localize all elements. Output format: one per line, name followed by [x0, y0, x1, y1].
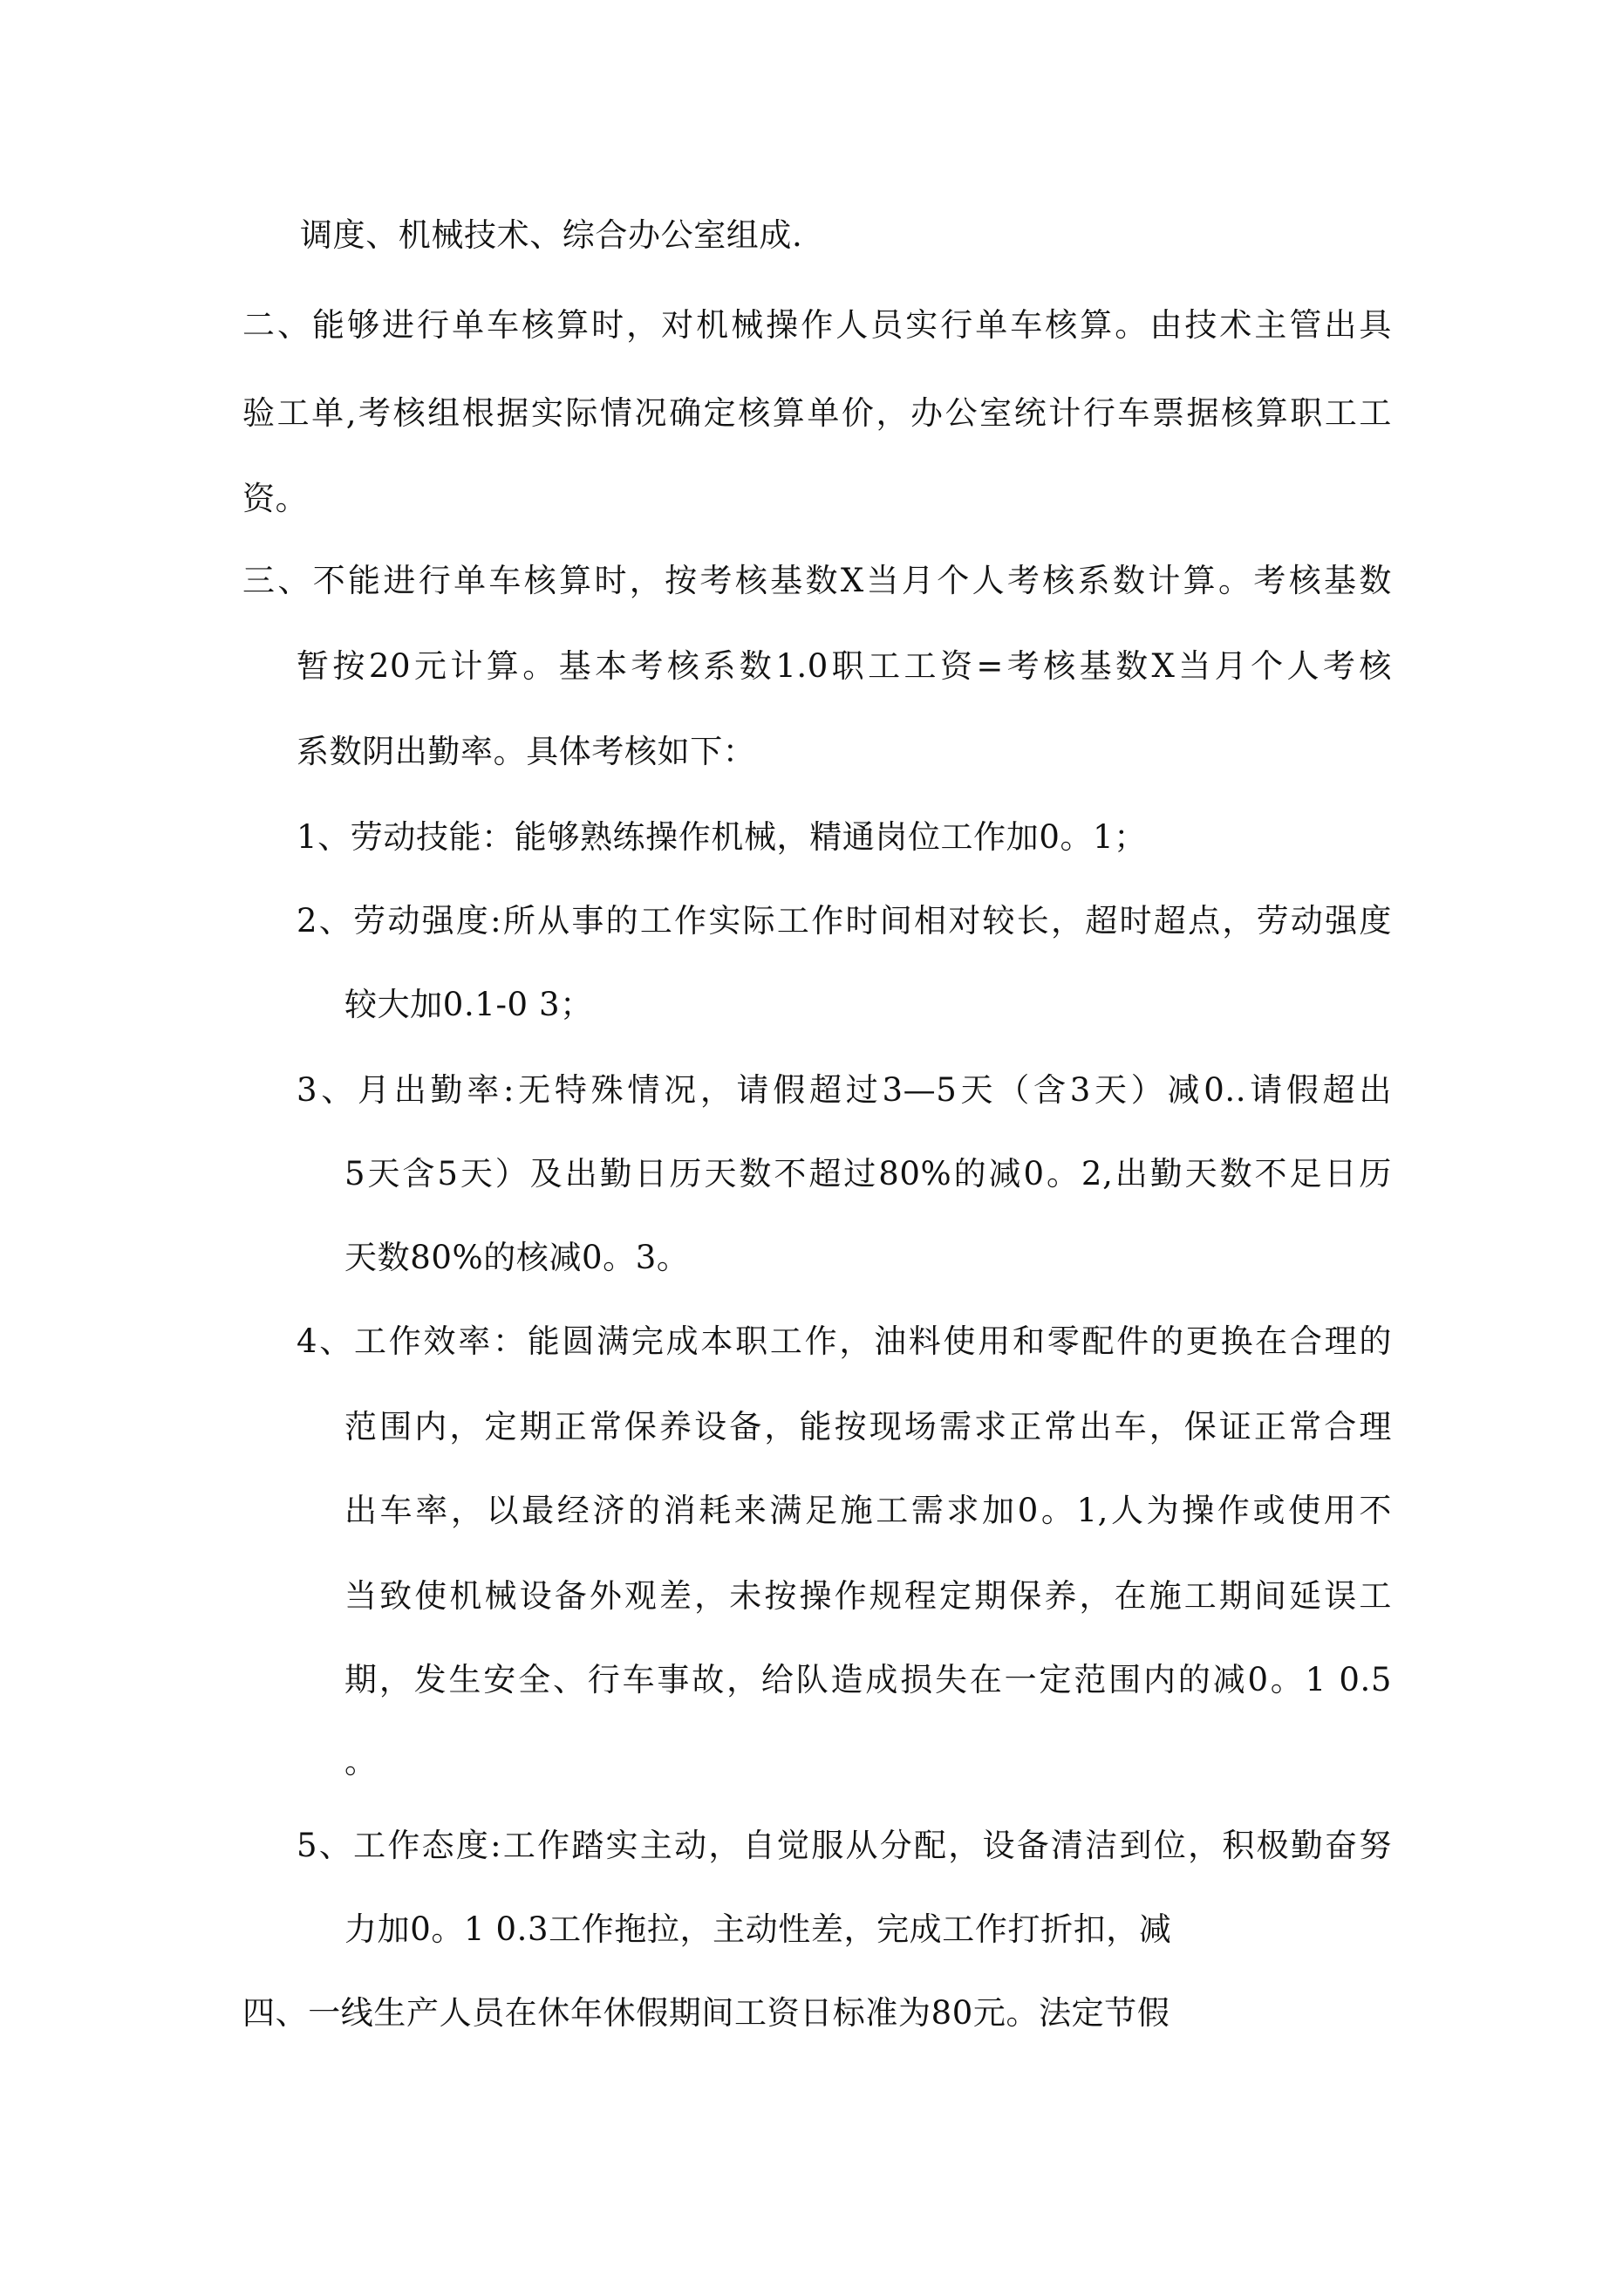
text-line-1: 调度、机械技术、综合办公室组成. — [300, 216, 803, 254]
text-line-5: 三、不能进行单车核算时，按考核基数X当月个人考核系数计算。考核基数 — [242, 562, 1392, 599]
text-line-14: 4、工作效率：能圆满完成本职工作，油料使用和零配件的更换在合理的 — [297, 1322, 1392, 1360]
text-line-9: 2、劳动强度:所从事的工作实际工作时间相对较长，超时超点，劳动强度 — [297, 902, 1392, 940]
text-line-22: 四、一线生产人员在休年休假期间工资日标准为80元。法定节假 — [242, 1994, 1170, 2032]
text-line-4: 资。 — [242, 480, 309, 517]
text-line-2: 二、能够进行单车核算时，对机械操作人员实行单车核算。由技术主管出具 — [242, 306, 1392, 344]
text-line-16: 出车率，以最经济的消耗来满足施工需求加0。1,人为操作或使用不 — [344, 1492, 1392, 1529]
text-line-15: 范围内，定期正常保养设备，能按现场需求正常出车，保证正常合理 — [344, 1408, 1392, 1445]
text-line-7: 系数阴出勤率。具体考核如下： — [297, 733, 756, 770]
text-line-17: 当致使机械设备外观差，未按操作规程定期保养，在施工期间延误工 — [344, 1577, 1392, 1615]
text-line-19: 。 — [344, 1743, 378, 1780]
text-line-18: 期，发生安全、行车事故，给队造成损失在一定范围内的减0。1 0.5 — [344, 1661, 1392, 1698]
text-line-21: 力加0。1 0.3工作拖拉，主动性差，完成工作打折扣，减 — [344, 1910, 1172, 1948]
text-line-10: 较大加0.1-0 3； — [344, 986, 593, 1023]
text-line-13: 天数80%的核减0。3。 — [344, 1239, 690, 1276]
text-line-3: 验工单,考核组根据实际情况确定核算单价，办公室统计行车票据核算职工工 — [242, 394, 1392, 432]
text-line-12: 5天含5天）及出勤日历天数不超过80%的减0。2,出勤天数不足日历 — [344, 1155, 1392, 1192]
text-line-11: 3、月出勤率:无特殊情况，请假超过3—5天（含3天）减0..请假超出 — [297, 1071, 1392, 1109]
text-line-6: 暂按20元计算。基本考核系数1.0职工工资=考核基数X当月个人考核 — [297, 647, 1392, 685]
text-line-20: 5、工作态度:工作踏实主动，自觉服从分配，设备清洁到位，积极勤奋努 — [297, 1827, 1392, 1864]
text-line-8: 1、劳动技能：能够熟练操作机械，精通岗位工作加0。1； — [297, 818, 1147, 856]
